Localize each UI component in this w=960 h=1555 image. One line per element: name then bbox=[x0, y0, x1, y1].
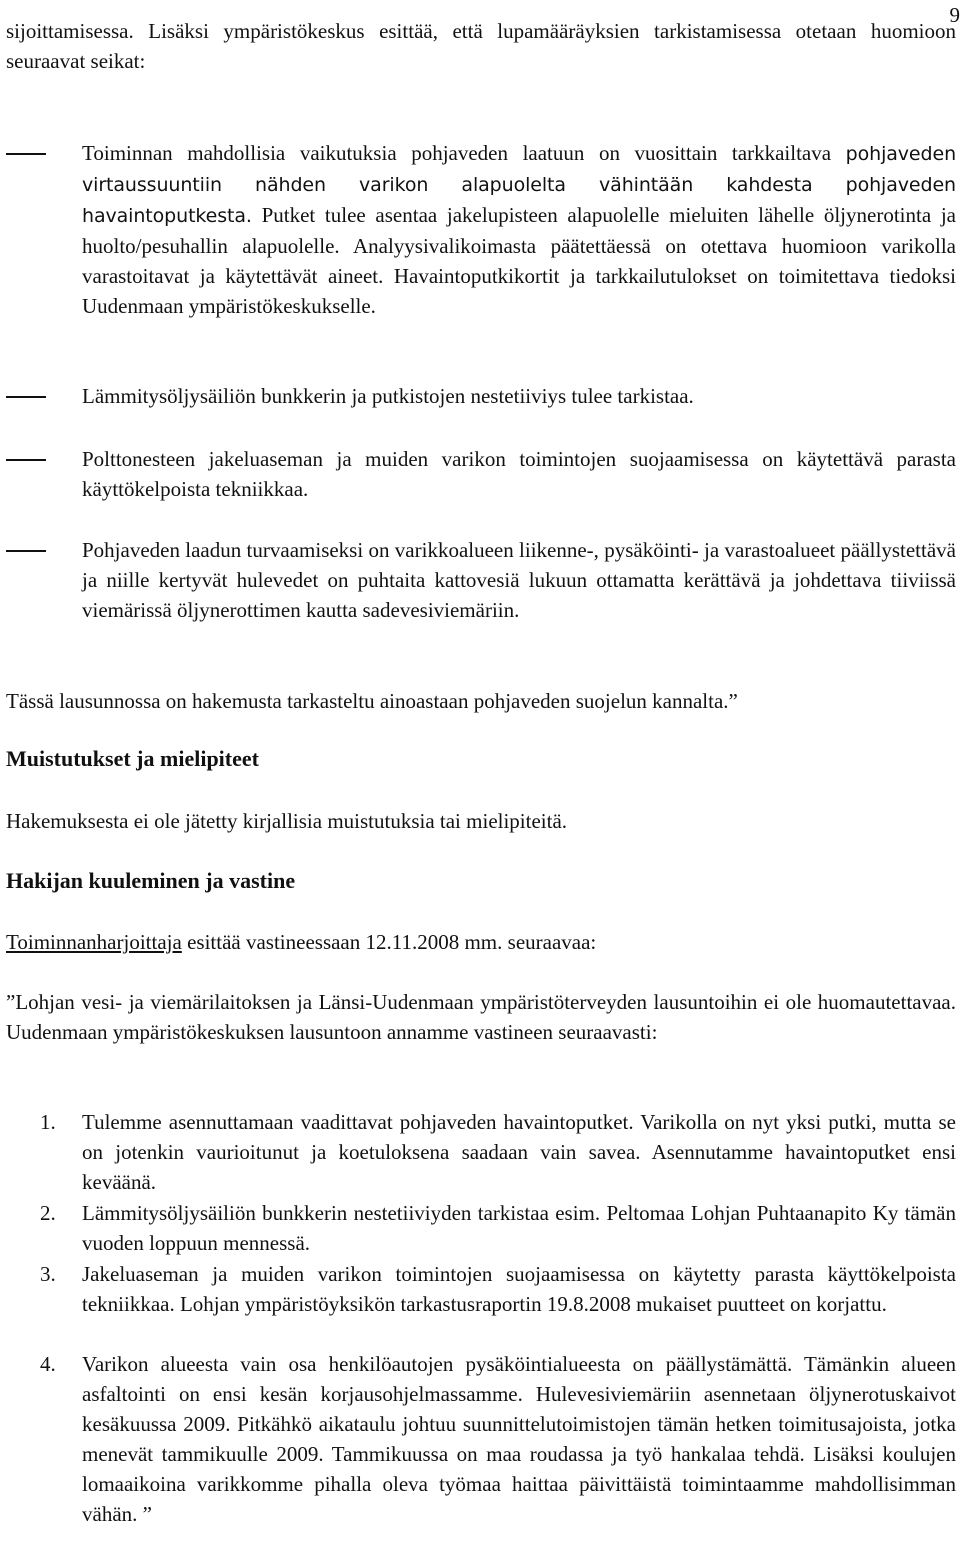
statement-paragraph: Tässä lausunnossa on hakemusta tarkasteltu ainoastaan pohjaveden suojelun kannalta.” bbox=[6, 689, 738, 713]
bullet-text bbox=[82, 138, 956, 321]
intro-paragraph: sijoittamisessa. Lisäksi ympäristökeskus esittää, että lupamääräyksien tarkistamisessa otetaan huomioon seuraavat seikat: bbox=[6, 19, 956, 73]
section-heading-muistutukset: Muistutukset ja mielipiteet bbox=[6, 746, 259, 771]
bullet-text: Lämmitysöljysäiliön bunkkerin ja putkistojen nestetiiviys tulee tarkistaa. bbox=[82, 384, 694, 408]
quote-paragraph: ”Lohjan vesi- ja viemärilaitoksen ja Länsi-Uudenmaan ympäristöterveyden lausuntoihin ei ole huomautettavaa. Uudenmaan ympäristökeskuksen lausuntoon annamme vastineen seuraavasti: bbox=[6, 990, 956, 1044]
page-number: 9 bbox=[949, 3, 960, 27]
item-text: Varikon alueesta vain osa henkilöautojen pysäköintialueesta on päällystämättä. Tämänkin alueen asfaltointi on ensi kesän korjausohjelmassamme. Hulevesiviemäriin asennetaan öljynerotuskaivot kesäkuussa 2009. Pitkähkö aikataulu johtuu suunnittelutoimistojen tämän hetken toimitusajoista, jotka menevät tammikuulle 2009. Tammikuussa on maa roudassa ja työ hankalaa tehdä. Lisäksi koulujen lomaaikoina varikkomme pihalla oleva työmaa haittaa päivittäistä toimintaamme mahdollisimman vähän. ” bbox=[82, 1352, 956, 1526]
bullet-item-2 bbox=[6, 381, 956, 411]
bullet-sans-part: pohjaveden virtaussuuntiin nähden varikon alapuolelta vähintään kahdesta pohjaveden havaintoputkesta. bbox=[82, 143, 957, 227]
item-number: 2. bbox=[40, 1201, 56, 1225]
bullet-text: Pohjaveden laadun turvaamiseksi on varikkoalueen liikenne-, pysäköinti- ja varastoalueet päällystettävä ja niille kertyvät hulevedet on puhtaita kattovesiä lukuun ottamatta kerättävä ja johdettava tiiviissä viemärissä öljynerottimen kautta sadevesiviemäriin. bbox=[82, 538, 956, 622]
operator-label: Toiminnanharjoittaja bbox=[6, 930, 182, 954]
numbered-item-2 bbox=[6, 1198, 956, 1258]
numbered-item-3 bbox=[6, 1259, 956, 1319]
item-number: 4. bbox=[40, 1352, 56, 1376]
operator-text: esittää vastineessaan 12.11.2008 mm. seuraavaa: bbox=[181, 930, 597, 954]
bullet-item-4 bbox=[6, 535, 956, 625]
numbered-item-1 bbox=[6, 1107, 956, 1197]
numbered-item-4 bbox=[6, 1349, 956, 1529]
operator-paragraph bbox=[6, 927, 956, 957]
section-heading-kuuleminen: Hakijan kuuleminen ja vastine bbox=[6, 868, 296, 893]
bullet-item-3 bbox=[6, 444, 956, 504]
bullet-rest-part: Putket tulee asentaa jakelupisteen alapuolelle mieluiten lähelle öljynerotinta ja huolto/pesuhallin alapuolelle. Analyysivalikoimasta päätettäessä on otettava huomioon varikolla varastoitavat ja käytettävät aineet. Havaintoputkikortit ja tarkkailutulokset on toimitettava tiedoksi Uudenmaan ympäristökeskukselle. bbox=[82, 203, 956, 318]
section-muistutukset-text: Hakemuksesta ei ole jätetty kirjallisia muistutuksia tai mielipiteitä. bbox=[6, 809, 568, 833]
item-text: Tulemme asennuttamaan vaadittavat pohjaveden havaintoputket. Varikolla on nyt yksi putki, mutta se on jotenkin vaurioitunut ja koetuloksena saadaan vain savea. Asennutamme havaintoputket ensi keväänä. bbox=[82, 1110, 956, 1194]
bullet-serif-part: Toiminnan mahdollisia vaikutuksia pohjaveden laatuun on vuosittain tarkkailtava bbox=[82, 141, 832, 165]
item-number: 3. bbox=[40, 1262, 56, 1286]
bullet-text: Polttonesteen jakeluaseman ja muiden varikon toimintojen suojaamisessa on käytettävä parasta käyttökelpoista tekniikkaa. bbox=[82, 447, 956, 501]
item-number: 1. bbox=[40, 1110, 56, 1134]
item-text: Jakeluaseman ja muiden varikon toimintojen suojaamisessa on käytetty parasta käyttökelpoista tekniikkaa. Lohjan ympäristöyksikön tarkastusraportin 19.8.2008 mukaiset puutteet on korjattu. bbox=[82, 1262, 956, 1316]
bullet-item-1 bbox=[6, 138, 956, 321]
item-text: Lämmitysöljysäiliön bunkkerin nestetiiviyden tarkistaa esim. Peltomaa Lohjan Puhtaanapito Ky tämän vuoden loppuun mennessä. bbox=[82, 1201, 956, 1255]
